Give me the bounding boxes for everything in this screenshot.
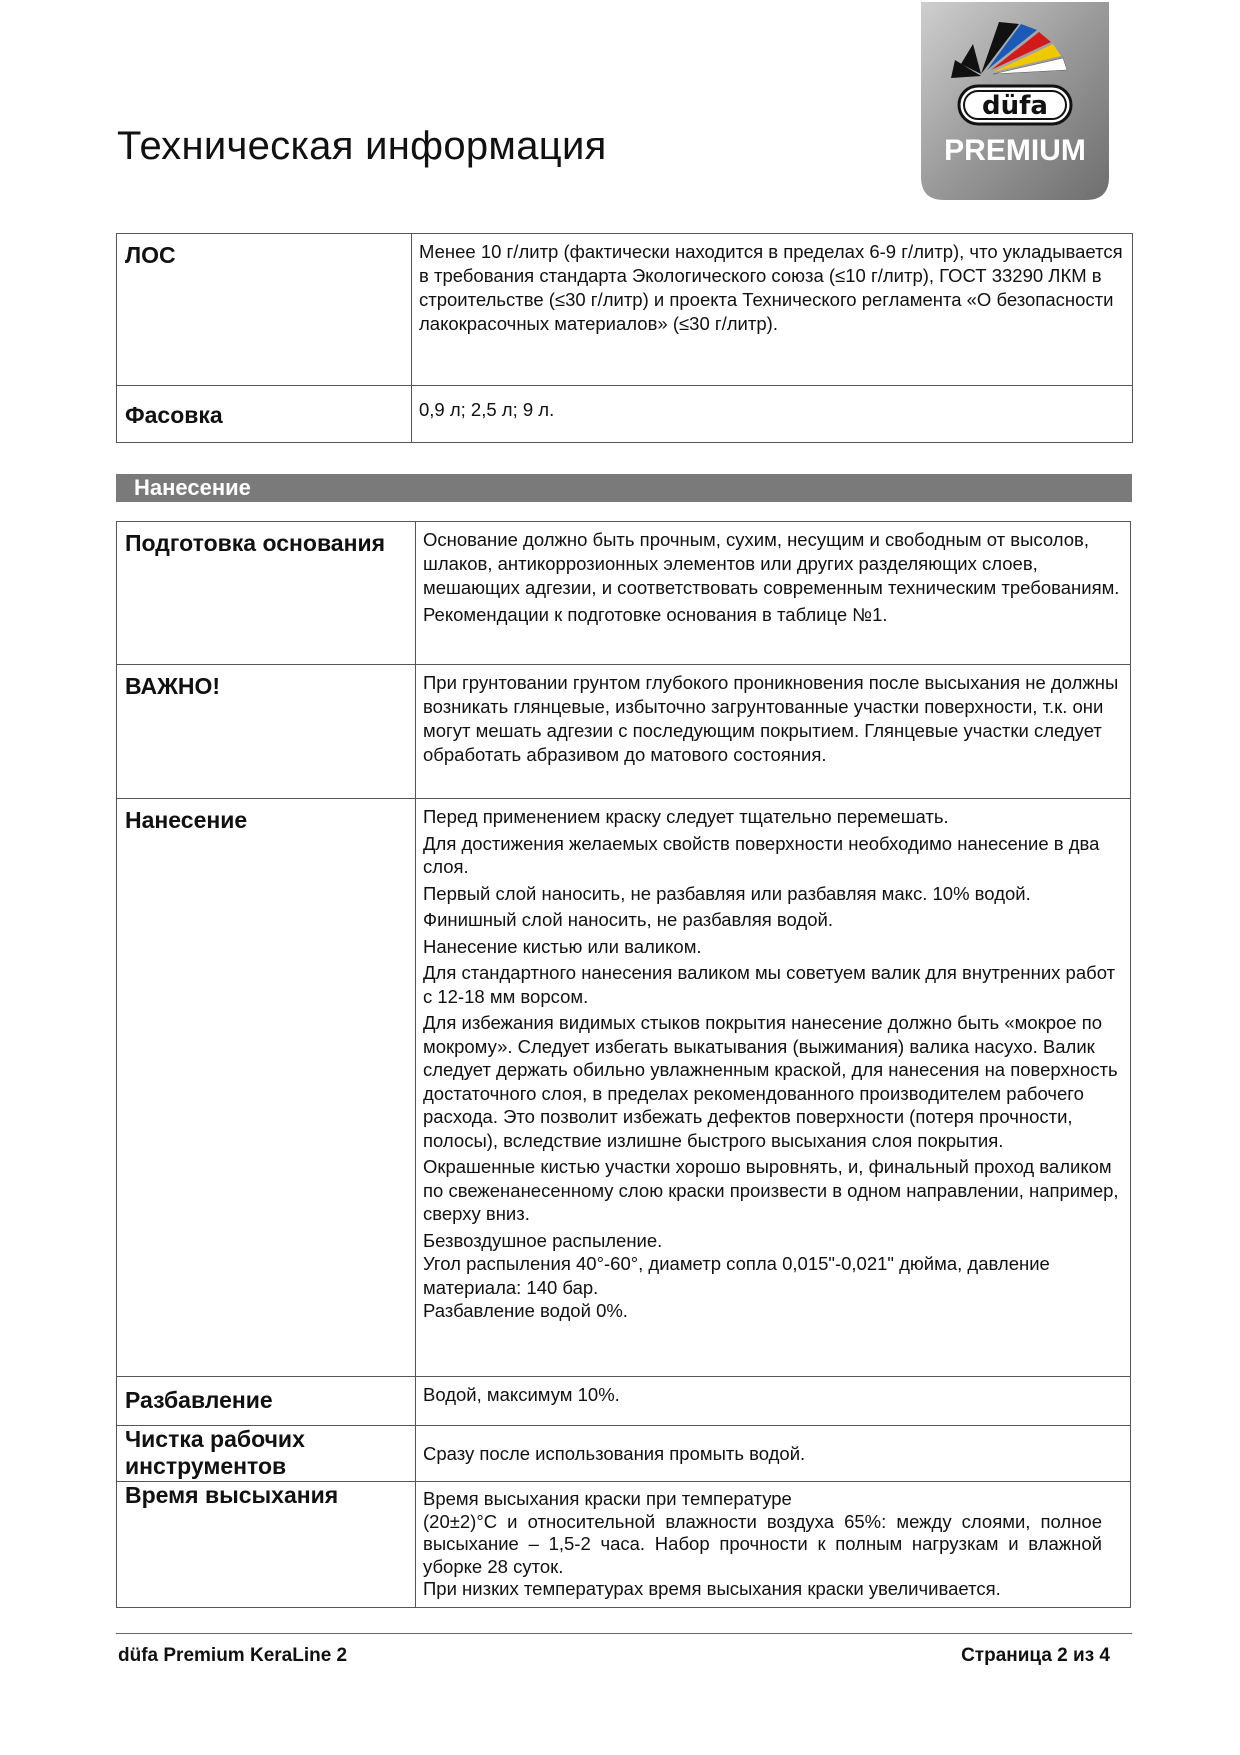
svg-text:düfa: düfa [982, 91, 1048, 121]
row-label: ВАЖНО! [117, 665, 416, 799]
table-row [117, 1426, 1131, 1482]
row-value: При грунтовании грунтом глубокого проникновения после высыхания не должны возникать глянцевые, избыточно загрунтованные участки поверхности, т.к. они могут мешать адгезии с последующим покрытием. Глянцевые участки следует обработать абразивом до матового состояния. [416, 665, 1131, 799]
row-value: Водой, максимум 10%. [416, 1377, 1131, 1426]
properties-table [116, 233, 1133, 443]
page-title: Техническая информация [117, 124, 607, 168]
row-label: Нанесение [117, 799, 416, 1377]
row-value: Менее 10 г/литр (фактически находится в пределах 6-9 г/литр), что укладывается в требования стандарта Экологического союза (≤10 г/литр), ГОСТ 33290 ЛКМ в строительстве (≤30 г/литр) и проекта Технического регламента «О безопасности лакокрасочных материалов» (≤30 г/литр). [412, 234, 1133, 386]
dufa-premium-logo [921, 2, 1109, 200]
row-value: Сразу после использования промыть водой. [416, 1426, 1131, 1482]
row-value: 0,9 л; 2,5 л; 9 л. [412, 386, 1133, 443]
table-row [117, 234, 1133, 386]
table-row [117, 799, 1131, 1377]
row-value: Основание должно быть прочным, сухим, несущим и свободным от высолов, шлаков, антикоррозионных элементов или других разделяющих слоев, мешающих адгезии, и соответствовать современным техническим требованиям. Рекомендации к подготовке основания в таблице №1. [416, 522, 1131, 665]
section-header: Нанесение [116, 474, 1132, 502]
row-label: Разбавление [117, 1377, 416, 1426]
table-row [117, 522, 1131, 665]
application-table [116, 521, 1131, 1608]
row-label: Фасовка [117, 386, 412, 443]
row-value: Перед применением краску следует тщательно перемешать. Для достижения желаемых свойств поверхности необходимо нанесение в два слоя. Первый слой наносить, не разбавляя или разбавляя макс. 10% водой. Финишный слой наносить, не разбавляя водой. Нанесение кистью или валиком. Для стандартного нанесения валиком мы советуем валик для внутренних работ с 12-18 мм ворсом. Для избежания видимых стыков покрытия нанесение должно быть «мокрое по мокрому». Следует избегать выкатывания (выжимания) валика насухо. Валик следует держать обильно увлажненным краской, для нанесения на поверхность достаточного слоя, в пределах рекомендованного производителем рабочего расхода. Это позволит избежать дефектов поверхности (потеря прочности, полосы), вследствие излишне быстрого высыхания слоя покрытия. Окрашенные кистью участки хорошо выровнять, и, финальный проход валиком по свеженанесенному слою краски произвести в одном направлении, например, сверху вниз. Безвоздушное распыление. Угол распыления 40°-60°, диаметр сопла 0,015"-0,021" дюйма, давление материала: 140 бар. Разбавление водой 0%. [416, 799, 1131, 1377]
footer-product-name: düfa Premium KeraLine 2 [118, 1645, 348, 1666]
table-row [117, 386, 1133, 443]
table-row [117, 1482, 1131, 1608]
row-label: Время высыхания [117, 1482, 416, 1608]
svg-text:PREMIUM: PREMIUM [944, 134, 1086, 167]
table-row [117, 665, 1131, 799]
footer-page-number: Страница 2 из 4 [961, 1645, 1110, 1666]
row-label: Подготовка основания [117, 522, 416, 665]
table-row [117, 1377, 1131, 1426]
footer-divider [116, 1633, 1132, 1634]
row-label: Чистка рабочих инструментов [117, 1426, 416, 1482]
row-label: ЛОС [117, 234, 412, 386]
row-value: Время высыхания краски при температуре (20±2)°С и относительной влажности воздуха 65%: между слоями, полное высыхание – 1,5-2 часа. Набор прочности к полным нагрузкам и влажной уборке 28 суток. При низких температурах время высыхания краски увеличивается. [416, 1482, 1131, 1608]
